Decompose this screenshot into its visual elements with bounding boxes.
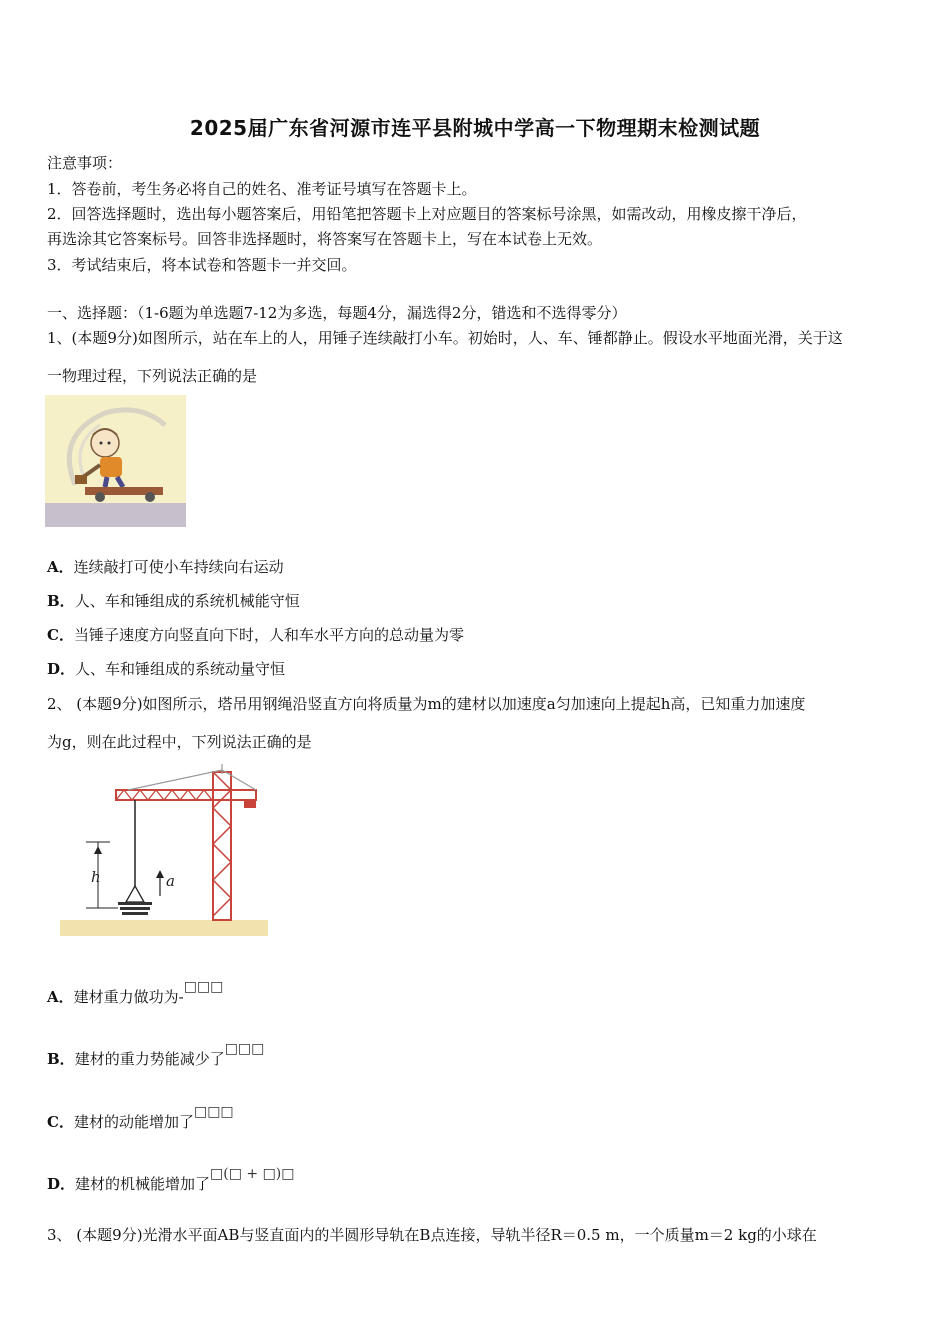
notice-item-2-cont: 再选涂其它答案标号。回答非选择题时，将答案写在答题卡上，写在本试卷上无效。 bbox=[47, 230, 603, 248]
q1-option-a bbox=[47, 556, 284, 577]
notice-heading: 注意事项： bbox=[47, 154, 123, 172]
q2-option-b bbox=[47, 1041, 265, 1069]
q1-option-a-key: A． bbox=[47, 558, 74, 576]
q1-stem-line2: 一物理过程，下列说法正确的是 bbox=[47, 367, 258, 385]
notice-item-1: 1．答卷前，考生务必将自己的姓名、准考证号填写在答题卡上。 bbox=[47, 180, 477, 198]
q2-option-d-formula: □(□ + □)□ bbox=[210, 1166, 295, 1182]
q2-stem-line1: 2、 (本题9分)如图所示，塔吊用钢绳沿竖直方向将质量为m的建材以加速度a匀加速向上提起h高，已知重力加速度 bbox=[47, 695, 806, 713]
q2-option-b-text: 建材的重力势能减少了 bbox=[74, 1050, 225, 1068]
q2-option-b-key: B． bbox=[47, 1050, 75, 1068]
q1-option-b-text: 人、车和锤组成的系统机械能守恒 bbox=[74, 592, 300, 610]
q2-figure-h-label: h bbox=[91, 868, 101, 886]
q3-stem-line1: 3、 (本题9分)光滑水平面AB与竖直面内的半圆形导轨在B点连接，导轨半径R＝0.5 m，一个质量m＝2 kg的小球在 bbox=[47, 1226, 817, 1244]
q2-figure-a-label: a bbox=[166, 872, 175, 890]
q1-option-c bbox=[47, 624, 464, 645]
q2-option-a-key: A． bbox=[47, 988, 74, 1006]
q2-option-a bbox=[47, 979, 224, 1007]
q2-option-a-text: 建材重力做功为- bbox=[73, 988, 184, 1006]
q1-stem-line1: 1、(本题9分)如图所示，站在车上的人，用锤子连续敲打小车。初始时，人、车、锤都静止。假设水平地面光滑，关于这 bbox=[47, 329, 843, 347]
q2-option-c-text: 建材的动能增加了 bbox=[73, 1113, 194, 1131]
q2-option-b-formula: □□□ bbox=[224, 1041, 265, 1057]
q2-figure-crane bbox=[58, 762, 270, 940]
notice-item-3: 3．考试结束后，将本试卷和答题卡一并交回。 bbox=[47, 256, 357, 274]
page-title: 2025届广东省河源市连平县附城中学高一下物理期末检测试题 bbox=[189, 116, 761, 140]
q1-option-b bbox=[47, 590, 300, 611]
q2-option-c bbox=[47, 1104, 234, 1132]
q1-option-c-text: 当锤子速度方向竖直向下时，人和车水平方向的总动量为零 bbox=[73, 626, 464, 644]
notice-item-2: 2．回答选择题时，选出每小题答案后，用铅笔把答题卡上对应题目的答案标号涂黑，如需改动，用橡皮擦干净后， bbox=[47, 205, 807, 223]
q2-option-d-key: D． bbox=[47, 1175, 76, 1193]
q1-option-c-key: C． bbox=[47, 626, 74, 644]
q1-figure-hammer-cart bbox=[45, 395, 186, 527]
q2-option-c-key: C． bbox=[47, 1113, 74, 1131]
q2-option-d bbox=[47, 1166, 295, 1194]
q1-option-d bbox=[47, 658, 285, 679]
q2-stem-line2: 为g，则在此过程中，下列说法正确的是 bbox=[47, 733, 312, 751]
q2-option-c-formula: □□□ bbox=[193, 1104, 234, 1120]
q1-option-b-key: B． bbox=[47, 592, 75, 610]
q1-option-d-text: 人、车和锤组成的系统动量守恒 bbox=[75, 660, 286, 678]
q2-option-a-formula: □□□ bbox=[183, 979, 224, 995]
q1-option-d-key: D． bbox=[47, 660, 76, 678]
q2-option-d-text: 建材的机械能增加了 bbox=[75, 1175, 211, 1193]
section-heading: 一、选择题：（1-6题为单选题7-12为多选，每题4分，漏选得2分，错选和不选得零分） bbox=[47, 304, 627, 322]
q1-option-a-text: 连续敲打可使小车持续向右运动 bbox=[73, 558, 284, 576]
